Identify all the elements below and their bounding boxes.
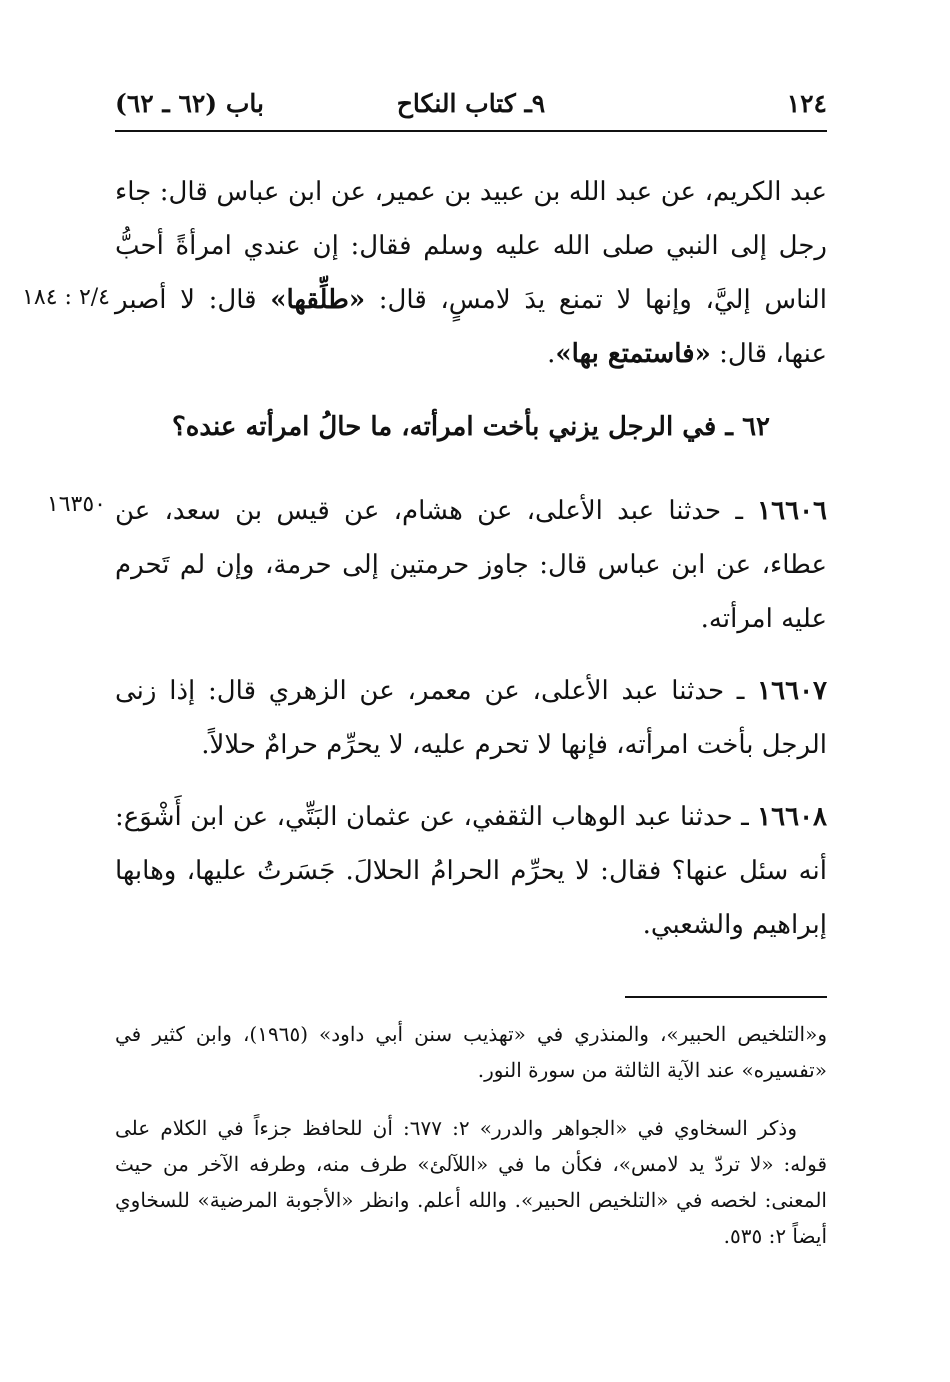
- footnote-2: وذكر السخاوي في «الجواهر والدرر» ٢: ٦٧٧: أن للحافظ جزءاً في الكلام على قوله: «لا تردّ يد لامس»، فكأن ما في «اللآلئ» طرف منه، وطرفه الآخر من حيث المعنى: لخصه في «التلخيص الحبير». والله أعلم. وانظر «الأجوبة المرضية» للسخاوي أيضاً ٢: ٥٣٥.: [115, 1116, 827, 1248]
- hadith-number: ١٦٦٠٧: [757, 676, 827, 706]
- page-number: ١٢٤: [786, 89, 827, 118]
- continued-text-2: قال: لا أصبر عنها، قال:: [115, 285, 827, 369]
- hadith-number: ١٦٦٠٦: [757, 496, 827, 526]
- prophetic-quote-1: «طلِّقها»: [270, 285, 366, 315]
- margin-reference-1: ٢/٤ : ١٨٤: [22, 285, 110, 310]
- hadith-entry: [115, 664, 827, 772]
- hadith-text: ـ حدثنا عبد الأعلى، عن هشام، عن قيس بن سعد، عن عطاء، عن ابن عباس قال: جاوز حرمتين إلى حرمة، وإن لم تَحرم عليه امرأته.: [115, 496, 827, 634]
- continued-text-1: عبد الكريم، عن عبد الله بن عبيد بن عمير، عن ابن عباس قال: جاء رجل إلى النبي صلى الله عليه وسلم فقال: إن عندي امرأةً أحبُّ الناس إليَّ، وإنها لا تمنع يدَ لامسٍ، قال:: [115, 177, 827, 315]
- hadith-text: ـ حدثنا عبد الوهاب الثقفي، عن عثمان البَتِّي، عن ابن أَشْوَع: أنه سئل عنها؟ فقال: لا يحرِّم الحرامُ الحلالَ. جَسَرتُ عليها، وهابها إبراهيم والشعبي.: [115, 802, 827, 940]
- hadith-entry: [115, 790, 827, 952]
- header-rule: [115, 130, 827, 132]
- chapter-range: باب (٦٢ ـ ٦٢): [115, 89, 264, 118]
- chapter-title: ٩ـ كتاب النكاح: [396, 89, 546, 118]
- footnote-rule: [625, 996, 827, 998]
- hadith-entry: [115, 484, 827, 646]
- section-heading: ٦٢ ـ في الرجل يزني بأخت امرأته، ما حالُ امرأته عنده؟: [171, 412, 771, 442]
- continued-hadith: [115, 165, 827, 381]
- footnote-1: و«التلخيص الحبير»، والمنذري في «تهذيب سنن أبي داود» (١٩٦٥)، وابن كثير في «تفسيره» عند الآية الثالثة من سورة النور.: [115, 1022, 827, 1082]
- continued-text-end: .: [547, 339, 556, 369]
- hadith-text: ـ حدثنا عبد الأعلى، عن معمر، عن الزهري قال: إذا زنى الرجل بأخت امرأته، فإنها لا تحرم عليه، لا يحرِّم حرامٌ حلالاً.: [115, 676, 827, 760]
- prophetic-quote-2: «فاستمتع بها»: [555, 339, 711, 369]
- margin-reference-2: ١٦٣٥٠: [46, 492, 106, 517]
- hadith-number: ١٦٦٠٨: [757, 802, 827, 832]
- running-header: [115, 84, 827, 124]
